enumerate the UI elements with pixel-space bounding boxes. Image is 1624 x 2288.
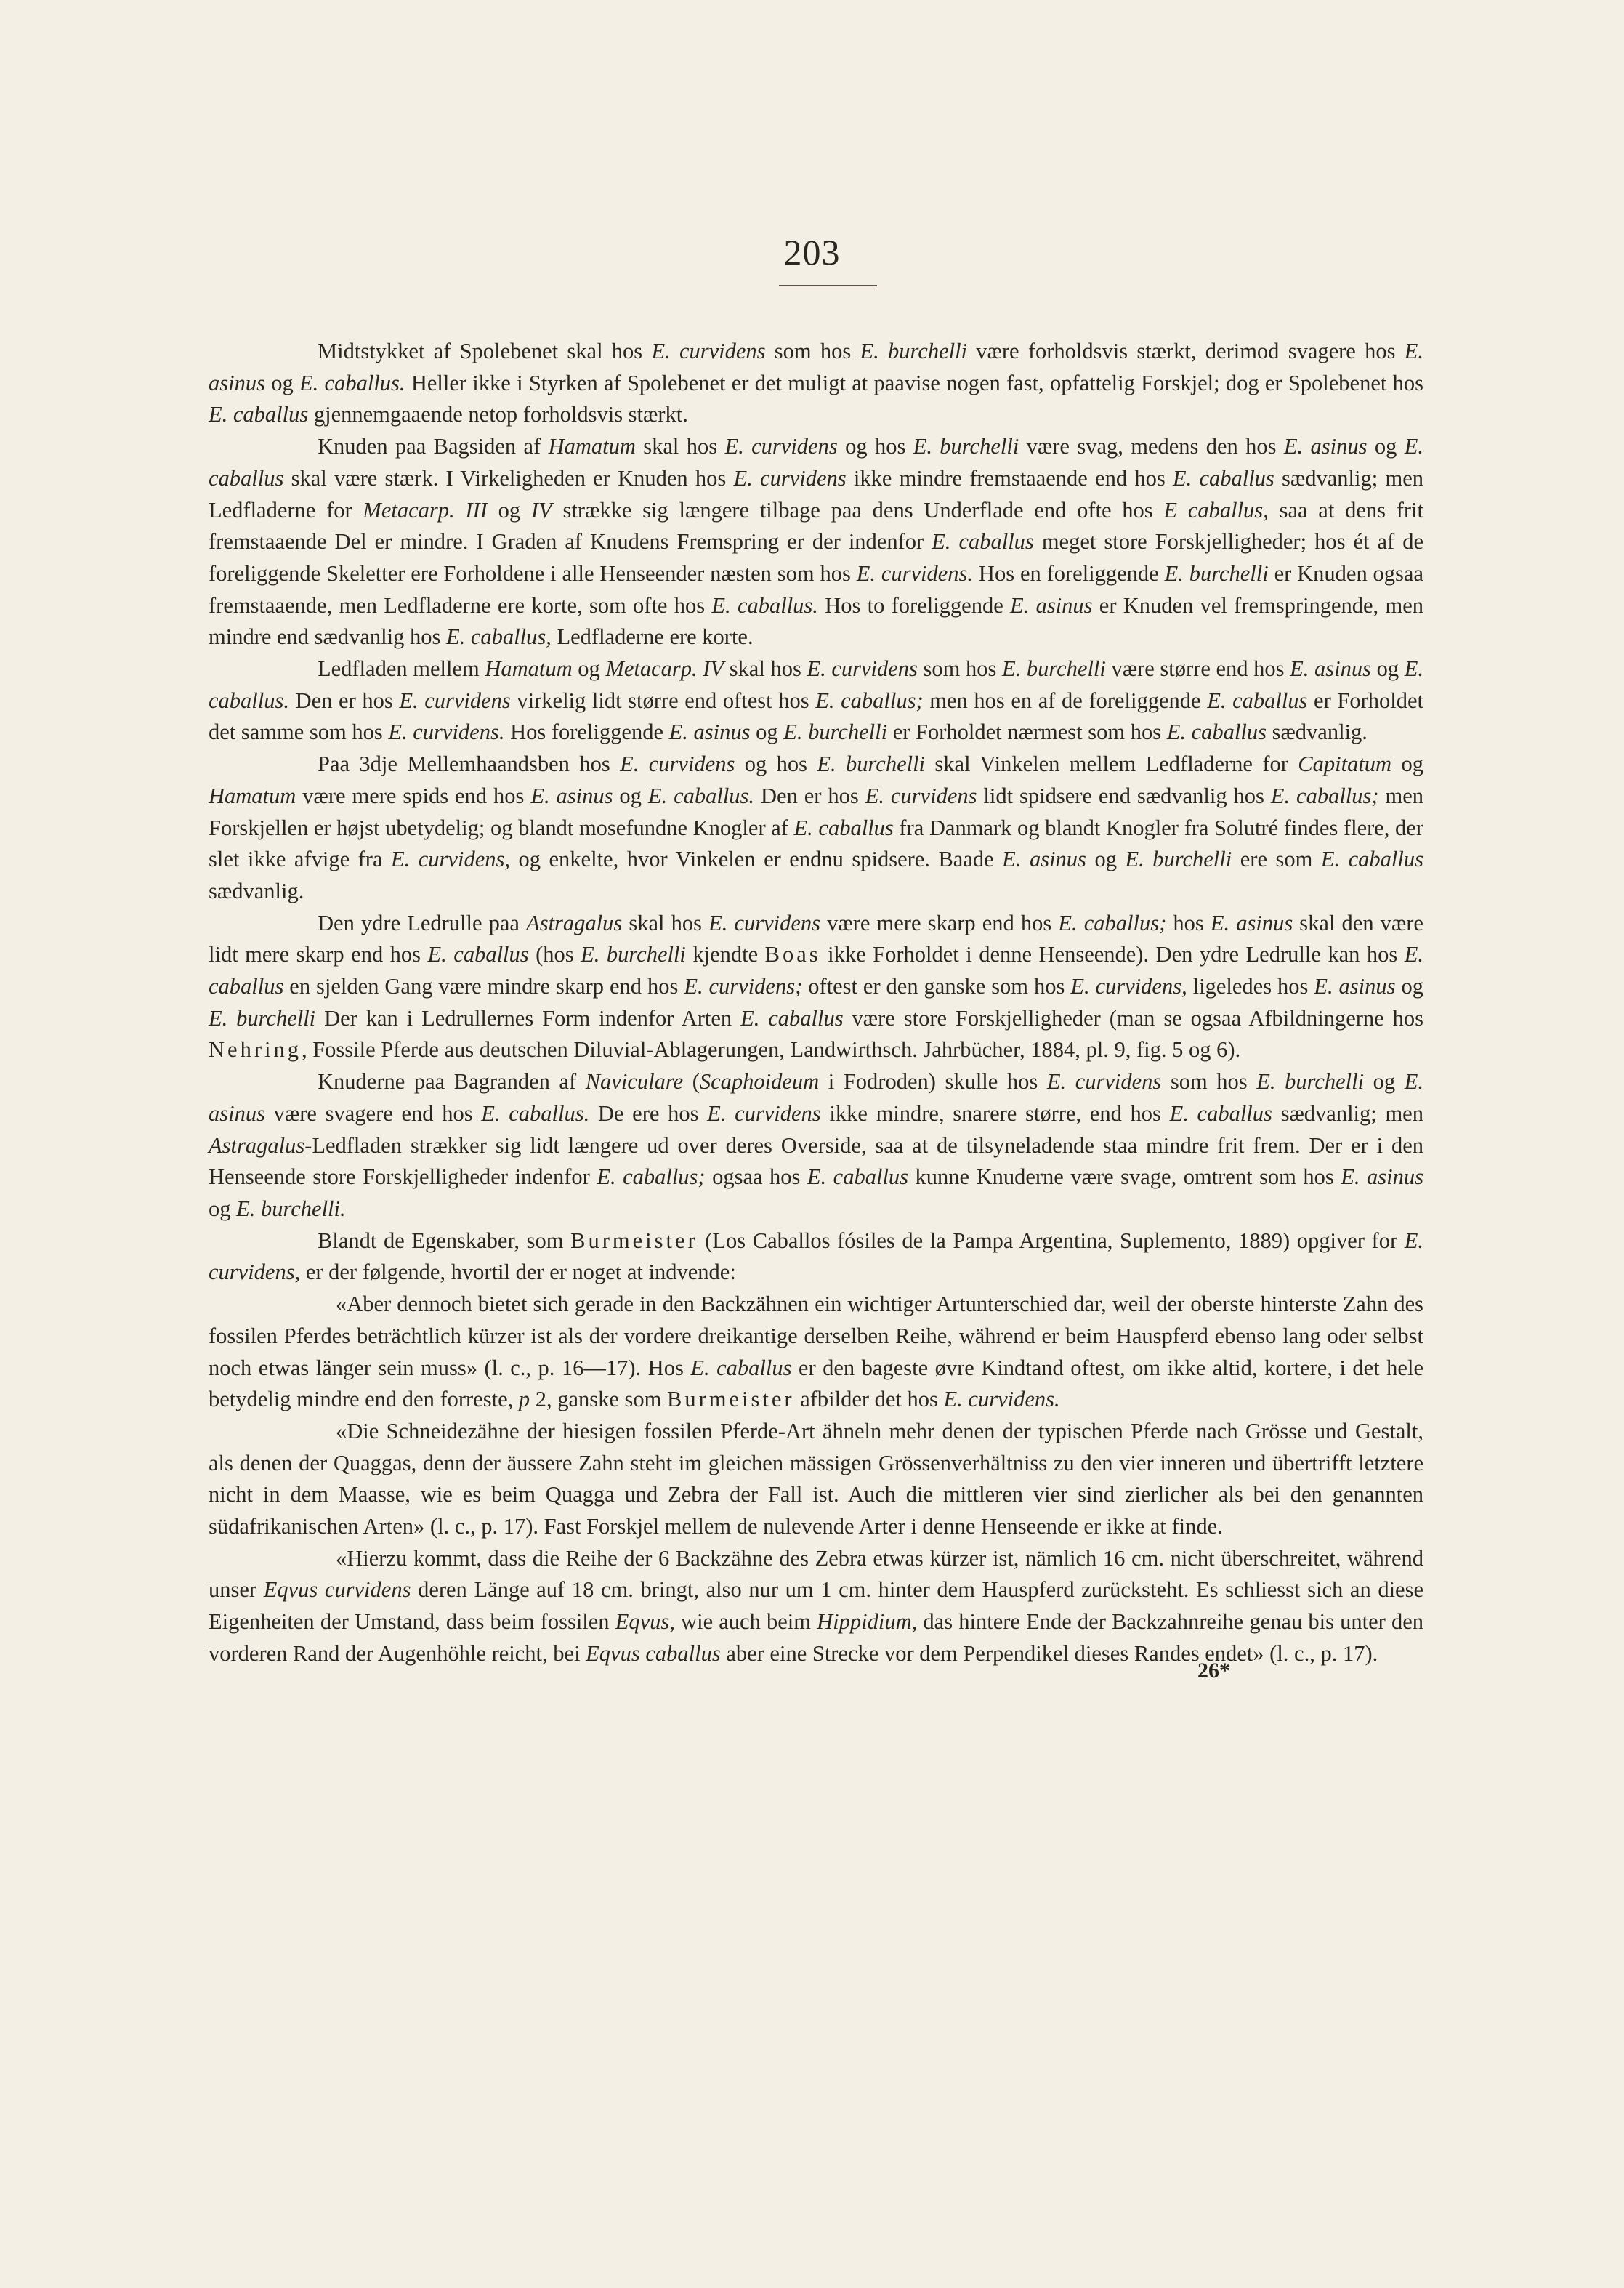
text-run: ogsaa hos (705, 1164, 807, 1190)
italic-term: E. caballus. (209, 656, 1424, 713)
text-run: kunne Knuderne være svage, omtrent som hos (908, 1164, 1341, 1190)
text-run: virkelig lidt større end oftest hos (510, 688, 816, 713)
body-text (209, 336, 1423, 1670)
paragraph (209, 1289, 1423, 1416)
text-run: Hos foreliggende (504, 720, 669, 745)
italic-term: Hippidium, (817, 1609, 918, 1635)
italic-term: Eqvus, (615, 1609, 675, 1635)
italic-term: E. caballus (209, 942, 1423, 999)
paragraph (209, 653, 1423, 749)
text-run: sædvanlig. (1266, 720, 1368, 745)
italic-term: E. burchelli (581, 942, 686, 967)
text-run: være svag, medens den hos (1019, 434, 1284, 459)
italic-term: Astragalus (209, 1132, 305, 1158)
italic-term: E. asinus (1314, 974, 1396, 999)
italic-term: E. caballus (1207, 688, 1308, 713)
paragraph (209, 1416, 1423, 1543)
italic-term: E. curvidens, (1070, 974, 1187, 999)
italic-term: E. burchelli (783, 720, 888, 745)
spaced-name: Nehring (209, 1037, 302, 1063)
italic-term: E. asinus (1290, 656, 1372, 682)
spaced-name: Boas (764, 942, 821, 967)
text-run: De ere hos (589, 1100, 708, 1126)
italic-term: E. curvidens (807, 656, 918, 682)
text-run: være store Forskjelligheder (man se ogsaa Afbildningerne hos (843, 1005, 1423, 1031)
italic-term: E. asinus (209, 339, 1423, 395)
italic-term: E. curvidens (651, 339, 766, 363)
italic-term: E. curvidens (733, 465, 847, 491)
italic-term: E. curvidens, (391, 847, 510, 872)
text-run: er Knuden vel fremspringende, men mindre end sædvanlig hos (209, 592, 1423, 650)
text-run: og enkelte, hvor Vinkelen er endnu spidsere. Baade (509, 847, 1003, 872)
italic-term: E. asinus (1002, 847, 1086, 872)
text-run: ere som (1232, 847, 1321, 872)
text-run: være større end hos (1105, 656, 1290, 682)
italic-term: E. asinus (668, 720, 751, 745)
italic-term: Naviculare (585, 1069, 684, 1095)
text-run: skal den være lidt mere skarp end hos (209, 910, 1423, 967)
italic-term: E. caballus (793, 815, 894, 840)
italic-term: E. caballus (932, 529, 1034, 555)
text-run: Den ydre Ledrulle paa (318, 910, 527, 935)
text-run: saa at dens frit fremstaaende Del er mindre. I Graden af Knudens Fremspring er der indenfor (209, 497, 1424, 555)
text-run: i Fodroden) skulle hos (819, 1069, 1047, 1095)
text-run: ikke mindre fremstaaende end hos (846, 465, 1173, 491)
italic-term: E. asinus (209, 1069, 1424, 1126)
text-run: skal være stærk. I Virkeligheden er Knuden hos (283, 465, 734, 491)
text-run: være mere spids end hos (296, 783, 531, 808)
text-run: Hos to foreliggende (817, 592, 1011, 618)
text-run: er den bageste øvre Kindtand oftest, om ikke altid, kortere, i det hele betydelig mindre end den forreste, (209, 1355, 1423, 1412)
italic-term: Metacarp. IV (605, 656, 724, 682)
italic-term: E. curvidens (708, 910, 821, 935)
italic-term: E. caballus; (815, 688, 924, 713)
text-run: meget store Forskjelligheder; hos ét af de foreliggende Skeletter ere Forholdene i alle Henseender næsten som hos (209, 529, 1423, 586)
paragraph (209, 1543, 1423, 1670)
text-run: , Fossile Pferde aus deutschen Diluvial-Ablagerungen, Landwirthsch. Jahrbücher, 1884, pl. 9, fig. 5 og 6). (301, 1037, 1241, 1063)
text-run: Knuden paa Bagsiden af (318, 434, 549, 459)
italic-term: E. caballus (427, 942, 529, 967)
italic-term: IV (530, 497, 552, 523)
text-run: sædvanlig; men Ledfladerne for (209, 465, 1423, 523)
italic-term: Astragalus (526, 910, 623, 935)
italic-term: E. caballus (690, 1355, 792, 1380)
text-run: aber eine Strecke vor dem Perpendikel dieses Randes endet» (l. c., p. 17). (720, 1640, 1378, 1666)
text-run: Knuderne paa Bagranden af (318, 1069, 586, 1095)
text-run: og (1395, 974, 1423, 999)
italic-term: E. caballus; (1270, 783, 1379, 808)
text-run: som hos (765, 339, 860, 363)
text-run: deren Länge auf 18 cm. bringt, also nur um 1 cm. hinter dem Hauspferd zurücksteht. Es schliesst sich an diese Eigenheiten der Umstand, dass beim fossilen (209, 1577, 1423, 1635)
text-run: være forholdsvis stærkt, derimod svagere hos (967, 339, 1405, 363)
text-run: og (750, 720, 784, 745)
italic-term: E caballus, (1163, 497, 1269, 523)
italic-term: E. curvidens (724, 434, 838, 459)
italic-term: p (518, 1387, 530, 1412)
text-run: og (572, 656, 606, 682)
text-run: -Ledfladen strækker sig lidt længere ud over deres Overside, saa at de tilsyneladende staa mindre frit frem. Der er i den Henseende store Forskjelligheder indenfor (209, 1132, 1423, 1190)
text-run: som hos (917, 656, 1003, 682)
italic-term: Hamatum (209, 783, 296, 808)
italic-term: E. burchelli (1002, 656, 1106, 682)
italic-term: E. burchelli (860, 339, 968, 363)
text-run: ikke Forholdet i denne Henseende). Den ydre Ledrulle kan hos (820, 942, 1405, 967)
text-run: er der følgende, hvortil der er noget at indvende: (300, 1260, 736, 1285)
text-run: men hos en af de foreliggende (923, 688, 1208, 713)
italic-term: E. caballus (807, 1164, 909, 1190)
text-run: og (1364, 1069, 1405, 1095)
italic-term: E. asinus (1210, 910, 1293, 935)
italic-term: E. curvidens, (209, 1228, 1423, 1285)
italic-term: Metacarp. III (363, 497, 488, 523)
italic-term: E. curvidens; (684, 974, 803, 999)
text-run: som hos (1161, 1069, 1257, 1095)
italic-term: E. asinus (1341, 1164, 1423, 1190)
text-run: Ledfladerne ere korte. (551, 624, 754, 650)
text-run: men Forskjellen er højst ubetydelig; og blandt mosefundne Knogler af (209, 783, 1424, 840)
italic-term: E. caballus (1320, 847, 1424, 872)
text-run: «Aber dennoch bietet sich gerade in den Backzähnen ein wichtiger Artunterschied dar, weil der oberste hinterste Zahn des fossilen Pferdes beträchtlich kürzer ist als der vordere dreikantige derselben Reihe, während er beim Hauspferd ebenso lang oder selbst noch etwas länger sein muss» (l. c., p. 16—17). Hos (209, 1292, 1423, 1380)
italic-term: Scaphoideum (699, 1069, 820, 1095)
text-run: er Forholdet nærmest som hos (887, 720, 1167, 745)
italic-term: E. burchelli. (236, 1196, 346, 1221)
italic-term: Capitatum (1298, 752, 1392, 777)
italic-term: E. burchelli (1256, 1069, 1365, 1095)
text-run: og (1367, 434, 1405, 459)
italic-term: E. curvidens (399, 688, 511, 713)
text-run: og (1391, 752, 1423, 777)
text-run: Paa 3dje Mellemhaandsben hos (318, 752, 621, 777)
text-run: og (1371, 656, 1405, 682)
text-run: og (264, 370, 300, 395)
text-run: das hintere Ende der Backzahnreihe genau bis unter den vorderen Rand der Augenhöhle reicht, bei (209, 1609, 1423, 1666)
paragraph (209, 1225, 1423, 1289)
text-run: skal hos (622, 910, 709, 935)
italic-term: E. caballus. (299, 370, 405, 395)
spaced-name: Burmeister (570, 1228, 698, 1253)
text-run: og (1086, 847, 1126, 872)
text-run: Midtstykket af Spolebenet skal hos (318, 339, 652, 363)
italic-term: E. curvidens (707, 1100, 821, 1126)
italic-term: E. curvidens. (856, 560, 974, 586)
italic-term: E. asinus (1010, 592, 1093, 618)
paragraph (209, 908, 1423, 1067)
italic-term: E. caballus. (647, 783, 755, 808)
italic-term: E. burchelli (209, 1005, 316, 1031)
page-number: 203 (783, 232, 841, 273)
text-run: en sjelden Gang være mindre skarp end hos (283, 974, 684, 999)
italic-term: E. burchelli (1125, 847, 1232, 872)
italic-term: E. caballus. (481, 1100, 590, 1126)
text-run: strække sig længere tilbage paa dens Underflade end ofte hos (552, 497, 1164, 523)
text-run: Den er hos (754, 783, 865, 808)
text-run: fra Danmark og blandt Knogler fra Solutré findes flere, der slet ikke afvige fra (209, 815, 1423, 872)
italic-term: Eqvus caballus (586, 1640, 721, 1666)
text-run: 2, ganske som (530, 1387, 668, 1412)
text-run: sædvanlig. (209, 878, 304, 903)
italic-term: E. curvidens. (943, 1387, 1060, 1412)
italic-term: E. curvidens (620, 752, 735, 777)
text-run: være svagere end hos (264, 1100, 482, 1126)
text-run: Hos en foreliggende (973, 560, 1165, 586)
text-run: gjennemgaaende netop forholdsvis stærkt. (308, 402, 688, 427)
italic-term: E. asinus (1283, 434, 1368, 459)
header-rule (779, 285, 877, 286)
italic-term: E. caballus; (597, 1164, 706, 1190)
text-run: Ledfladen mellem (318, 656, 485, 682)
italic-term: E. caballus, (446, 624, 552, 650)
italic-term: E. caballus (209, 402, 309, 427)
italic-term: E. curvidens (1046, 1069, 1162, 1095)
spaced-name: Burmeister (667, 1387, 795, 1412)
text-run: og hos (837, 434, 913, 459)
text-run: skal Vinkelen mellem Ledfladerne for (925, 752, 1298, 777)
paragraph (209, 749, 1423, 908)
italic-term: E. burchelli (1164, 560, 1269, 586)
italic-term: E. caballus (209, 434, 1424, 491)
text-run: Der kan i Ledrullernes Form indenfor Arten (315, 1005, 741, 1031)
italic-term: E. caballus (1166, 720, 1267, 745)
text-run: (Los Caballos fósiles de la Pampa Argentina, Suplemento, 1889) opgiver for (698, 1228, 1405, 1253)
text-run: og (487, 497, 531, 523)
text-run: oftest er den ganske som hos (802, 974, 1071, 999)
text-run: skal hos (635, 434, 725, 459)
italic-term: E. curvidens (865, 783, 977, 808)
italic-term: E. caballus (740, 1005, 844, 1031)
italic-term: Hamatum (485, 656, 573, 682)
text-run: lidt spidsere end sædvanlig hos (977, 783, 1271, 808)
text-run: være mere skarp end hos (820, 910, 1059, 935)
italic-term: Hamatum (548, 434, 636, 459)
italic-term: E. burchelli (913, 434, 1019, 459)
text-run: og (209, 1196, 237, 1221)
text-run: og hos (735, 752, 817, 777)
text-run: er Forholdet det samme som hos (209, 688, 1423, 745)
italic-term: E. asinus (530, 783, 613, 808)
italic-term: E. curvidens. (388, 720, 505, 745)
text-run: og (613, 783, 648, 808)
italic-term: Eqvus curvidens (263, 1577, 411, 1603)
text-run: skal hos (724, 656, 807, 682)
paragraph (209, 1066, 1423, 1225)
sheet-signature: 26* (1197, 1659, 1230, 1683)
text-run: wie auch beim (674, 1609, 817, 1635)
italic-term: E. caballus. (711, 592, 818, 618)
text-run: ikke mindre, snarere større, end hos (820, 1100, 1170, 1126)
text-run: kjendte (685, 942, 765, 967)
text-run: sædvanlig; men (1272, 1100, 1423, 1126)
italic-term: E. caballus (1172, 465, 1274, 491)
text-run: Den er hos (288, 688, 400, 713)
italic-term: E. caballus; (1058, 910, 1167, 935)
italic-term: E. burchelli (817, 752, 926, 777)
text-run: (hos (528, 942, 581, 967)
text-run: «Hierzu kommt, dass die Reihe der 6 Backzähne des Zebra etwas kürzer ist, nämlich 16 cm. nicht überschreitet, während unser (209, 1545, 1423, 1603)
text-run: ligeledes hos (1187, 974, 1314, 999)
paragraph (209, 336, 1423, 431)
paragraph (209, 431, 1423, 653)
text-run: Heller ikke i Styrken af Spolebenet er det muligt at paavise nogen fast, opfattelig Forskjel; dog er Spolebenet hos (405, 370, 1423, 395)
italic-term: E. caballus (1169, 1100, 1272, 1126)
text-run: «Die Schneidezähne der hiesigen fossilen Pferde-Art ähneln mehr denen der typischen Pferde nach Grösse und Gestalt, als denen der Quaggas, denn der äussere Zahn steht im gleichen mässigen Grössenverhältniss zu den vier inneren und übertrifft letztere nicht in dem Maasse, wie es beim Quagga und Zebra der Fall ist. Auch die mittleren vier sind zierlicher als bei den genannten südafrikanischen Arten» (l. c., p. 17). Fast Forskjel mellem de nulevende Arter i denne Henseende er ikke at finde. (209, 1418, 1423, 1539)
text-run: hos (1166, 910, 1211, 935)
text-run: er Knuden ogsaa fremstaaende, men Ledfladerne ere korte, som ofte hos (209, 560, 1424, 618)
text-run: Blandt de Egenskaber, som (318, 1228, 571, 1253)
text-run: ( (683, 1069, 700, 1095)
text-run: afbilder det hos (794, 1387, 944, 1412)
